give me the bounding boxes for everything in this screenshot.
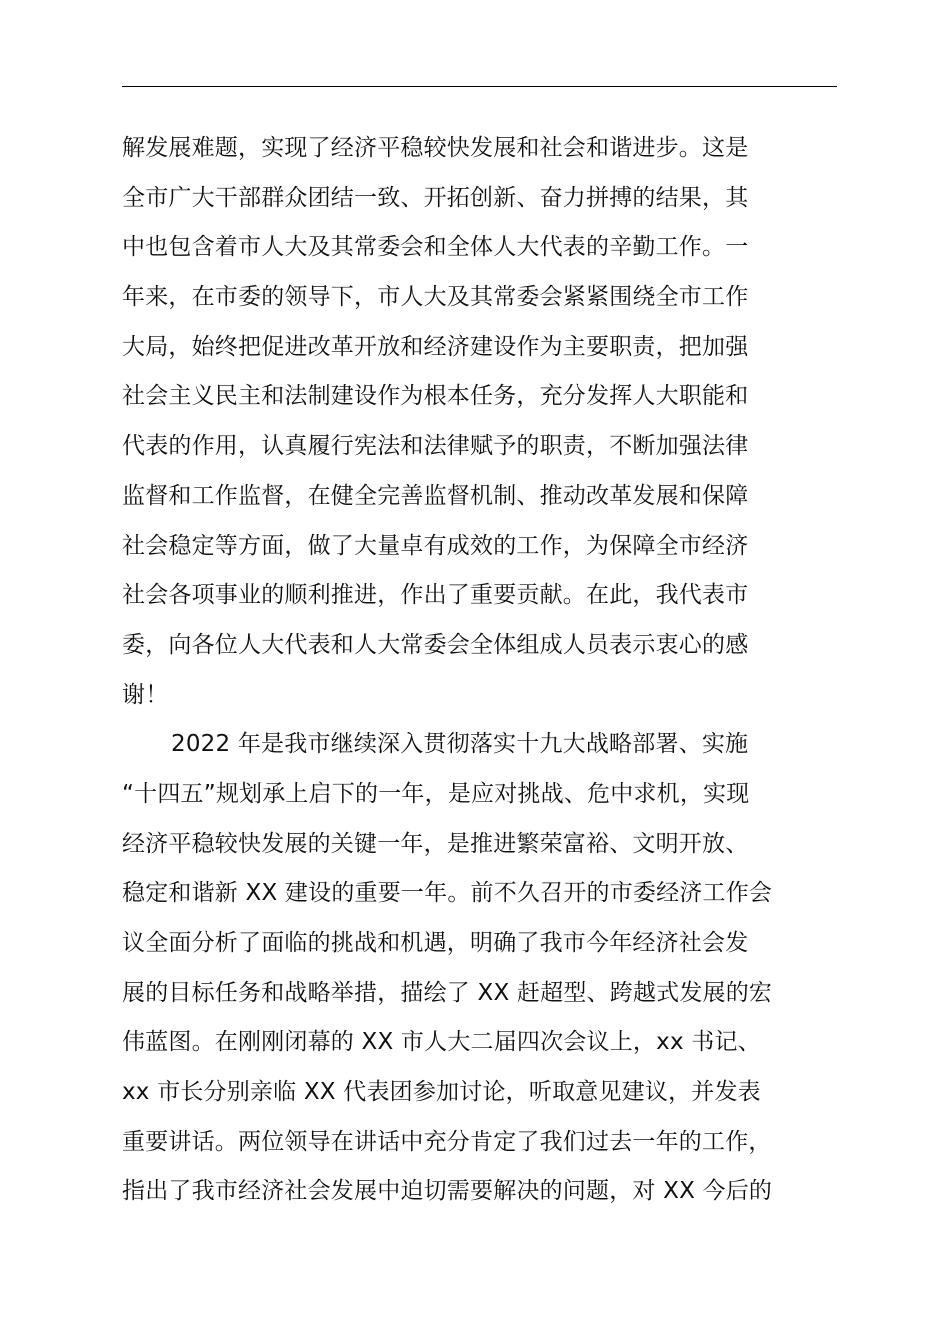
document-body — [122, 124, 862, 1217]
text-line: xx 市长分别亲临 XX 代表团参加讨论，听取意见建议，并发表 — [122, 1079, 761, 1106]
text-line: 议全面分析了面临的挑战和机遇，明确了我市今年经济社会发 — [122, 930, 749, 956]
paragraph — [122, 720, 862, 1217]
header-rule — [122, 86, 837, 87]
text-line: 中也包含着市人大及其常委会和全体人大代表的辛勤工作。一 — [122, 234, 749, 261]
text-line: 重要讲话。两位领导在讲话中充分肯定了我们过去一年的工作， — [122, 1128, 772, 1155]
text-line: 社会稳定等方面，做了大量卓有成效的工作，为保障全市经济 — [122, 532, 749, 559]
text-line: 大局，始终把促进改革开放和经济建设作为主要职责，把加强 — [122, 333, 749, 360]
text-line: 全市广大干部群众团结一致、开拓创新、奋力拼搏的结果，其 — [122, 184, 749, 211]
text-line: 委，向各位人大代表和人大常委会全体组成人员表示衷心的感 — [122, 631, 749, 658]
text-line: 社会各项事业的顺利推进，作出了重要贡献。在此，我代表市 — [122, 582, 749, 609]
text-line: 监督和工作监督，在健全完善监督机制、推动改革发展和保障 — [122, 482, 749, 509]
text-line: 展的目标任务和战略举措，描绘了 XX 赶超型、跨越式发展的宏 — [122, 979, 773, 1006]
text-line: 代表的作用，认真履行宪法和法律赋予的职责，不断加强法律 — [122, 433, 749, 460]
paragraph — [122, 124, 862, 720]
text-line: 指出了我市经济社会发展中迫切需要解决的问题，对 XX 今后的 — [122, 1178, 773, 1205]
text-line: 伟蓝图。在刚刚闭幕的 XX 市人大二届四次会议上，xx 书记、 — [122, 1029, 761, 1056]
text-line: 社会主义民主和法制建设作为根本任务，充分发挥人大职能和 — [122, 383, 749, 410]
text-line: 经济平稳较快发展的关键一年，是推进繁荣富裕、文明开放、 — [122, 830, 749, 857]
text-line: 2022 年是我市继续深入贯彻落实十九大战略部署、实施 — [171, 731, 749, 758]
text-line: 年来，在市委的领导下，市人大及其常委会紧紧围绕全市工作 — [122, 284, 749, 311]
text-line: 谢！ — [122, 681, 169, 708]
text-line: “十四五”规划承上启下的一年，是应对挑战、危中求机，实现 — [122, 780, 750, 807]
text-line: 稳定和谐新 XX 建设的重要一年。前不久召开的市委经济工作会 — [122, 880, 773, 907]
text-line: 解发展难题，实现了经济平稳较快发展和社会和谐进步。这是 — [122, 135, 749, 161]
